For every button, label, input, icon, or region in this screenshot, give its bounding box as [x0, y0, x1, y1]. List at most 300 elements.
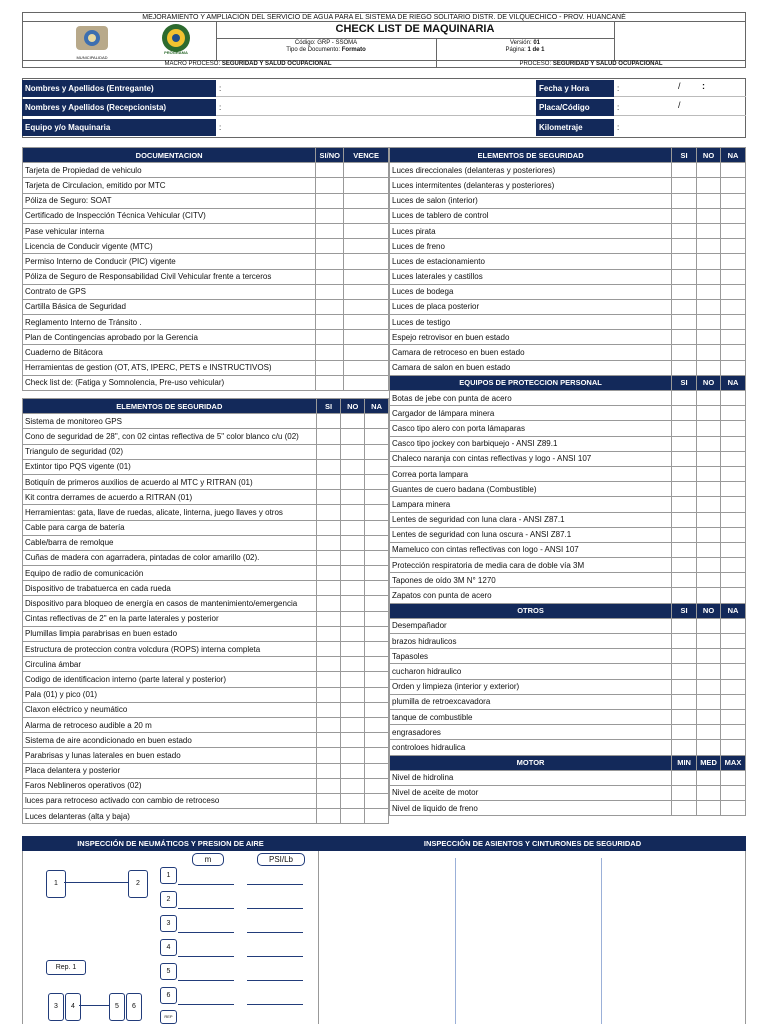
- check-cell[interactable]: [697, 223, 721, 238]
- check-cell[interactable]: [697, 801, 721, 816]
- check-cell[interactable]: [365, 474, 389, 489]
- check-cell[interactable]: [697, 679, 721, 694]
- check-cell[interactable]: [672, 482, 697, 497]
- check-cell[interactable]: [365, 702, 389, 717]
- check-cell[interactable]: [365, 657, 389, 672]
- tire-5-m-line[interactable]: [178, 980, 234, 981]
- check-cell[interactable]: [344, 178, 389, 193]
- right-safety-row: [390, 178, 746, 193]
- check-cell[interactable]: [341, 550, 365, 565]
- check-cell[interactable]: [672, 618, 697, 633]
- check-cell[interactable]: [697, 558, 721, 573]
- check-cell[interactable]: [721, 770, 746, 785]
- check-cell[interactable]: [697, 725, 721, 740]
- check-cell[interactable]: [316, 550, 341, 565]
- check-cell[interactable]: [365, 535, 389, 550]
- check-cell[interactable]: [697, 391, 721, 406]
- check-cell[interactable]: [721, 785, 746, 800]
- check-cell[interactable]: [316, 672, 341, 687]
- tire-4-psi-line[interactable]: [247, 956, 303, 957]
- check-cell[interactable]: [316, 315, 344, 330]
- check-cell[interactable]: [672, 664, 697, 679]
- check-cell[interactable]: [672, 239, 697, 254]
- check-cell[interactable]: [697, 649, 721, 664]
- version: [436, 40, 614, 46]
- check-cell[interactable]: [316, 611, 341, 626]
- check-cell[interactable]: [316, 702, 341, 717]
- check-cell[interactable]: [721, 345, 746, 360]
- check-cell[interactable]: [697, 345, 721, 360]
- check-cell[interactable]: [697, 406, 721, 421]
- check-cell[interactable]: [365, 809, 389, 824]
- check-cell[interactable]: [721, 725, 746, 740]
- check-cell[interactable]: [672, 466, 697, 481]
- check-cell[interactable]: [365, 793, 389, 808]
- right-safety-header-row: [390, 148, 746, 163]
- check-cell[interactable]: [721, 239, 746, 254]
- check-cell[interactable]: [316, 330, 344, 345]
- doc-header-row-cell: DOCUMENTACION: [23, 148, 316, 163]
- check-cell[interactable]: [316, 566, 341, 581]
- check-cell[interactable]: [721, 588, 746, 603]
- check-cell[interactable]: [697, 770, 721, 785]
- recepcionista-field[interactable]: :: [216, 99, 536, 116]
- check-cell[interactable]: [344, 284, 389, 299]
- check-cell[interactable]: [721, 709, 746, 724]
- check-cell[interactable]: [344, 299, 389, 314]
- check-cell[interactable]: [672, 193, 697, 208]
- check-cell[interactable]: [341, 657, 365, 672]
- item-label: brazos hidraulicos: [390, 634, 672, 649]
- check-cell[interactable]: [365, 550, 389, 565]
- check-cell[interactable]: [672, 709, 697, 724]
- check-cell[interactable]: [344, 208, 389, 223]
- page-number: [436, 47, 614, 53]
- check-cell[interactable]: [721, 497, 746, 512]
- check-cell[interactable]: [365, 611, 389, 626]
- check-cell[interactable]: [721, 254, 746, 269]
- item-label: Espejo retrovisor en buen estado: [390, 330, 672, 345]
- check-cell[interactable]: [316, 490, 341, 505]
- safety-row: [23, 535, 389, 550]
- check-cell[interactable]: [721, 679, 746, 694]
- tire-row-rep: REP: [160, 1010, 177, 1024]
- check-cell[interactable]: [344, 254, 389, 269]
- check-cell[interactable]: [721, 269, 746, 284]
- check-cell[interactable]: [672, 315, 697, 330]
- check-cell[interactable]: [697, 512, 721, 527]
- check-cell[interactable]: [316, 763, 341, 778]
- check-cell[interactable]: [316, 733, 341, 748]
- safety-row: [23, 596, 389, 611]
- check-cell[interactable]: [341, 702, 365, 717]
- check-cell[interactable]: [721, 284, 746, 299]
- check-cell[interactable]: [697, 163, 721, 178]
- check-cell[interactable]: [341, 717, 365, 732]
- check-cell[interactable]: [365, 778, 389, 793]
- check-cell[interactable]: [697, 588, 721, 603]
- item-label: Estructura de proteccion contra volcdura (ROPS) interna completa: [23, 642, 317, 657]
- item-label: Camara de retroceso en buen estado: [390, 345, 672, 360]
- fecha-field[interactable]: :: [614, 80, 746, 97]
- placa-field[interactable]: :: [614, 99, 746, 116]
- check-cell[interactable]: [721, 649, 746, 664]
- check-cell[interactable]: [316, 429, 341, 444]
- check-cell[interactable]: [672, 558, 697, 573]
- check-cell[interactable]: [697, 239, 721, 254]
- check-cell[interactable]: [697, 299, 721, 314]
- check-cell[interactable]: [697, 466, 721, 481]
- check-cell[interactable]: [344, 163, 389, 178]
- check-cell[interactable]: [672, 208, 697, 223]
- check-cell[interactable]: [721, 299, 746, 314]
- check-cell[interactable]: [365, 672, 389, 687]
- tire-6-m-line[interactable]: [178, 1004, 234, 1005]
- check-cell[interactable]: [721, 451, 746, 466]
- tire-row-6: 6: [160, 987, 177, 1004]
- check-cell[interactable]: [316, 193, 344, 208]
- check-cell[interactable]: [344, 193, 389, 208]
- check-cell[interactable]: [697, 436, 721, 451]
- check-cell[interactable]: [672, 740, 697, 755]
- check-cell[interactable]: [316, 505, 341, 520]
- tire-5-psi-line[interactable]: [247, 980, 303, 981]
- item-label: Chaleco naranja con cintas reflectivas y logo - ANSI 107: [390, 451, 672, 466]
- check-cell[interactable]: [341, 672, 365, 687]
- otros-row: [390, 709, 746, 724]
- tire-2-psi-line[interactable]: [247, 908, 303, 909]
- check-cell[interactable]: [721, 558, 746, 573]
- check-cell[interactable]: [341, 596, 365, 611]
- check-cell[interactable]: [341, 809, 365, 824]
- check-cell[interactable]: [721, 740, 746, 755]
- check-cell[interactable]: [672, 284, 697, 299]
- check-cell[interactable]: [316, 581, 341, 596]
- check-cell[interactable]: [341, 626, 365, 641]
- check-cell[interactable]: [721, 527, 746, 542]
- check-cell[interactable]: [341, 793, 365, 808]
- macro-process: [60, 61, 436, 67]
- tire-6-psi-line[interactable]: [247, 1004, 303, 1005]
- tire-2-m-line[interactable]: [178, 908, 234, 909]
- check-cell[interactable]: [672, 223, 697, 238]
- item-label: Reglamento Interno de Tránsito .: [23, 315, 316, 330]
- check-cell[interactable]: [365, 459, 389, 474]
- check-cell[interactable]: [721, 223, 746, 238]
- otros-row: [390, 679, 746, 694]
- check-cell[interactable]: [697, 664, 721, 679]
- check-cell[interactable]: [721, 360, 746, 375]
- check-cell[interactable]: [344, 360, 389, 375]
- km-field[interactable]: :: [617, 123, 620, 132]
- check-cell[interactable]: [365, 642, 389, 657]
- check-cell[interactable]: [721, 406, 746, 421]
- check-cell[interactable]: [365, 687, 389, 702]
- check-cell[interactable]: [672, 573, 697, 588]
- check-cell[interactable]: [316, 626, 341, 641]
- check-cell[interactable]: [344, 239, 389, 254]
- check-cell[interactable]: [697, 178, 721, 193]
- check-cell[interactable]: [344, 223, 389, 238]
- right-safety-row: [390, 239, 746, 254]
- check-cell[interactable]: [697, 542, 721, 557]
- check-cell[interactable]: [365, 566, 389, 581]
- check-cell[interactable]: [316, 474, 341, 489]
- check-cell[interactable]: [697, 330, 721, 345]
- check-cell[interactable]: [344, 315, 389, 330]
- check-cell[interactable]: [721, 664, 746, 679]
- check-cell[interactable]: [697, 740, 721, 755]
- entregante-field[interactable]: :: [216, 80, 536, 97]
- check-cell[interactable]: [672, 299, 697, 314]
- check-cell[interactable]: [316, 239, 344, 254]
- check-cell[interactable]: [721, 315, 746, 330]
- check-cell[interactable]: [316, 687, 341, 702]
- check-cell[interactable]: [697, 709, 721, 724]
- item-label: Cargador de lámpara minera: [390, 406, 672, 421]
- check-cell[interactable]: [672, 360, 697, 375]
- right-safety-row: [390, 360, 746, 375]
- check-cell[interactable]: [341, 444, 365, 459]
- check-cell[interactable]: [316, 444, 341, 459]
- check-cell[interactable]: [672, 512, 697, 527]
- check-cell[interactable]: [316, 778, 341, 793]
- check-cell[interactable]: [721, 694, 746, 709]
- check-cell[interactable]: [365, 626, 389, 641]
- check-cell[interactable]: [697, 451, 721, 466]
- item-label: Parabrisas y lunas laterales en buen estado: [23, 748, 317, 763]
- check-cell[interactable]: [697, 208, 721, 223]
- check-cell[interactable]: [365, 429, 389, 444]
- check-cell[interactable]: [341, 505, 365, 520]
- check-cell[interactable]: [672, 345, 697, 360]
- check-cell[interactable]: [721, 421, 746, 436]
- check-cell[interactable]: [697, 618, 721, 633]
- check-cell[interactable]: [341, 520, 365, 535]
- check-cell[interactable]: [697, 785, 721, 800]
- check-cell[interactable]: [316, 717, 341, 732]
- check-cell[interactable]: [697, 694, 721, 709]
- check-cell[interactable]: [697, 573, 721, 588]
- check-cell[interactable]: [341, 474, 365, 489]
- safety-row: [23, 748, 389, 763]
- check-cell[interactable]: [341, 535, 365, 550]
- check-cell[interactable]: [341, 687, 365, 702]
- check-cell[interactable]: [316, 208, 344, 223]
- check-cell[interactable]: [344, 330, 389, 345]
- check-cell[interactable]: [316, 178, 344, 193]
- check-cell[interactable]: [316, 748, 341, 763]
- otros-row: [390, 618, 746, 633]
- check-cell[interactable]: [697, 284, 721, 299]
- check-cell[interactable]: [316, 459, 341, 474]
- check-cell[interactable]: [365, 505, 389, 520]
- check-cell[interactable]: [721, 482, 746, 497]
- divider: [614, 21, 615, 61]
- check-cell[interactable]: [697, 482, 721, 497]
- check-cell[interactable]: [697, 254, 721, 269]
- right-safety-row: [390, 254, 746, 269]
- check-cell[interactable]: [721, 466, 746, 481]
- tire-4-m-line[interactable]: [178, 956, 234, 957]
- check-cell[interactable]: [721, 618, 746, 633]
- check-cell[interactable]: [341, 429, 365, 444]
- check-cell[interactable]: [316, 414, 341, 429]
- check-cell[interactable]: [672, 436, 697, 451]
- check-cell[interactable]: [721, 542, 746, 557]
- doc-header-row-cell: VENCE: [344, 148, 389, 163]
- check-cell[interactable]: [721, 208, 746, 223]
- check-cell[interactable]: [672, 421, 697, 436]
- check-cell[interactable]: [341, 490, 365, 505]
- check-cell[interactable]: [672, 634, 697, 649]
- check-cell[interactable]: [672, 679, 697, 694]
- check-cell[interactable]: [365, 490, 389, 505]
- check-cell[interactable]: [672, 649, 697, 664]
- check-cell[interactable]: [341, 642, 365, 657]
- check-cell[interactable]: [672, 785, 697, 800]
- check-cell[interactable]: [316, 535, 341, 550]
- check-cell[interactable]: [721, 193, 746, 208]
- check-cell[interactable]: [316, 809, 341, 824]
- check-cell[interactable]: [721, 330, 746, 345]
- check-cell[interactable]: [365, 520, 389, 535]
- rear-tire-5: 5: [109, 993, 125, 1021]
- check-cell[interactable]: [365, 444, 389, 459]
- check-cell[interactable]: [344, 345, 389, 360]
- check-cell[interactable]: [672, 163, 697, 178]
- tire-1-psi-line[interactable]: [247, 884, 303, 885]
- check-cell[interactable]: [316, 360, 344, 375]
- check-cell[interactable]: [697, 527, 721, 542]
- check-cell[interactable]: [672, 406, 697, 421]
- tire-1-m-line[interactable]: [178, 884, 234, 885]
- check-cell[interactable]: [341, 748, 365, 763]
- check-cell[interactable]: [316, 793, 341, 808]
- safety-row: [23, 809, 389, 824]
- item-label: Claxon eléctrico y neumático: [23, 702, 317, 717]
- item-label: Mameluco con cintas reflectivas con logo - ANSI 107: [390, 542, 672, 557]
- check-cell[interactable]: [341, 778, 365, 793]
- check-cell[interactable]: [344, 269, 389, 284]
- check-cell[interactable]: [672, 542, 697, 557]
- doc-row: [23, 360, 389, 375]
- check-cell[interactable]: [697, 193, 721, 208]
- check-cell[interactable]: [365, 763, 389, 778]
- check-cell[interactable]: [721, 801, 746, 816]
- check-cell[interactable]: [672, 330, 697, 345]
- check-cell[interactable]: [672, 527, 697, 542]
- tire-3-m-line[interactable]: [178, 932, 234, 933]
- check-cell[interactable]: [365, 414, 389, 429]
- item-label: Casco tipo jockey con barbiquejo - ANSI Z89.1: [390, 436, 672, 451]
- check-cell[interactable]: [316, 657, 341, 672]
- otros-header-row-cell: NA: [721, 603, 746, 618]
- check-cell[interactable]: [672, 588, 697, 603]
- item-label: Lampara minera: [390, 497, 672, 512]
- check-cell[interactable]: [316, 642, 341, 657]
- check-cell[interactable]: [316, 299, 344, 314]
- safety-row: [23, 793, 389, 808]
- check-cell[interactable]: [672, 801, 697, 816]
- check-cell[interactable]: [697, 315, 721, 330]
- check-cell[interactable]: [365, 581, 389, 596]
- check-cell[interactable]: [316, 284, 344, 299]
- check-cell[interactable]: [672, 770, 697, 785]
- check-cell[interactable]: [316, 375, 344, 390]
- check-cell[interactable]: [341, 611, 365, 626]
- check-cell[interactable]: [721, 573, 746, 588]
- doc-type-label: Tipo de Documento:: [286, 47, 341, 53]
- item-label: Cono de seguridad de 28", con 02 cintas reflectiva de 5" color blanco c/u (02): [23, 429, 317, 444]
- safety-row: [23, 459, 389, 474]
- check-cell[interactable]: [341, 459, 365, 474]
- check-cell[interactable]: [672, 694, 697, 709]
- check-cell[interactable]: [672, 178, 697, 193]
- check-cell[interactable]: [341, 763, 365, 778]
- epp-row: [390, 497, 746, 512]
- check-cell[interactable]: [316, 254, 344, 269]
- check-cell[interactable]: [672, 725, 697, 740]
- check-cell[interactable]: [697, 497, 721, 512]
- check-cell[interactable]: [316, 269, 344, 284]
- check-cell[interactable]: [316, 163, 344, 178]
- item-label: Lentes de seguridad con luna clara - ANSI Z87.1: [390, 512, 672, 527]
- check-cell[interactable]: [672, 391, 697, 406]
- check-cell[interactable]: [365, 717, 389, 732]
- check-cell[interactable]: [316, 596, 341, 611]
- check-cell[interactable]: [697, 269, 721, 284]
- check-cell[interactable]: [721, 178, 746, 193]
- check-cell[interactable]: [672, 254, 697, 269]
- check-cell[interactable]: [316, 223, 344, 238]
- check-cell[interactable]: [721, 391, 746, 406]
- check-cell[interactable]: [341, 733, 365, 748]
- right-safety-header-row-cell: SI: [672, 148, 697, 163]
- check-cell[interactable]: [697, 421, 721, 436]
- check-cell[interactable]: [365, 733, 389, 748]
- check-cell[interactable]: [672, 451, 697, 466]
- item-label: Check list de: (Fatiga y Somnolencia, Pre-uso vehicular): [23, 375, 316, 390]
- check-cell[interactable]: [365, 748, 389, 763]
- check-cell[interactable]: [672, 497, 697, 512]
- check-cell[interactable]: [341, 414, 365, 429]
- check-cell[interactable]: [341, 581, 365, 596]
- check-cell[interactable]: [721, 436, 746, 451]
- check-cell[interactable]: [697, 360, 721, 375]
- check-cell[interactable]: [721, 634, 746, 649]
- spare-tire: Rep. 1: [46, 960, 86, 975]
- equipo-field[interactable]: :: [219, 123, 222, 132]
- check-cell[interactable]: [721, 512, 746, 527]
- check-cell[interactable]: [341, 566, 365, 581]
- check-cell[interactable]: [672, 269, 697, 284]
- item-label: Luces de testigo: [390, 315, 672, 330]
- check-cell[interactable]: [344, 375, 389, 390]
- item-label: controloes hidraulica: [390, 740, 672, 755]
- motor-header-row-cell: MIN: [672, 755, 697, 770]
- item-label: Licencia de Conducir vigente (MTC): [23, 239, 316, 254]
- item-label: luces para retroceso activado con cambio de retroceso: [23, 793, 317, 808]
- check-cell[interactable]: [316, 520, 341, 535]
- check-cell[interactable]: [365, 596, 389, 611]
- check-cell[interactable]: [721, 163, 746, 178]
- epp-header-row-cell: NA: [721, 375, 746, 390]
- check-cell[interactable]: [697, 634, 721, 649]
- motor-header-row-cell: MAX: [721, 755, 746, 770]
- tire-3-psi-line[interactable]: [247, 932, 303, 933]
- check-cell[interactable]: [316, 345, 344, 360]
